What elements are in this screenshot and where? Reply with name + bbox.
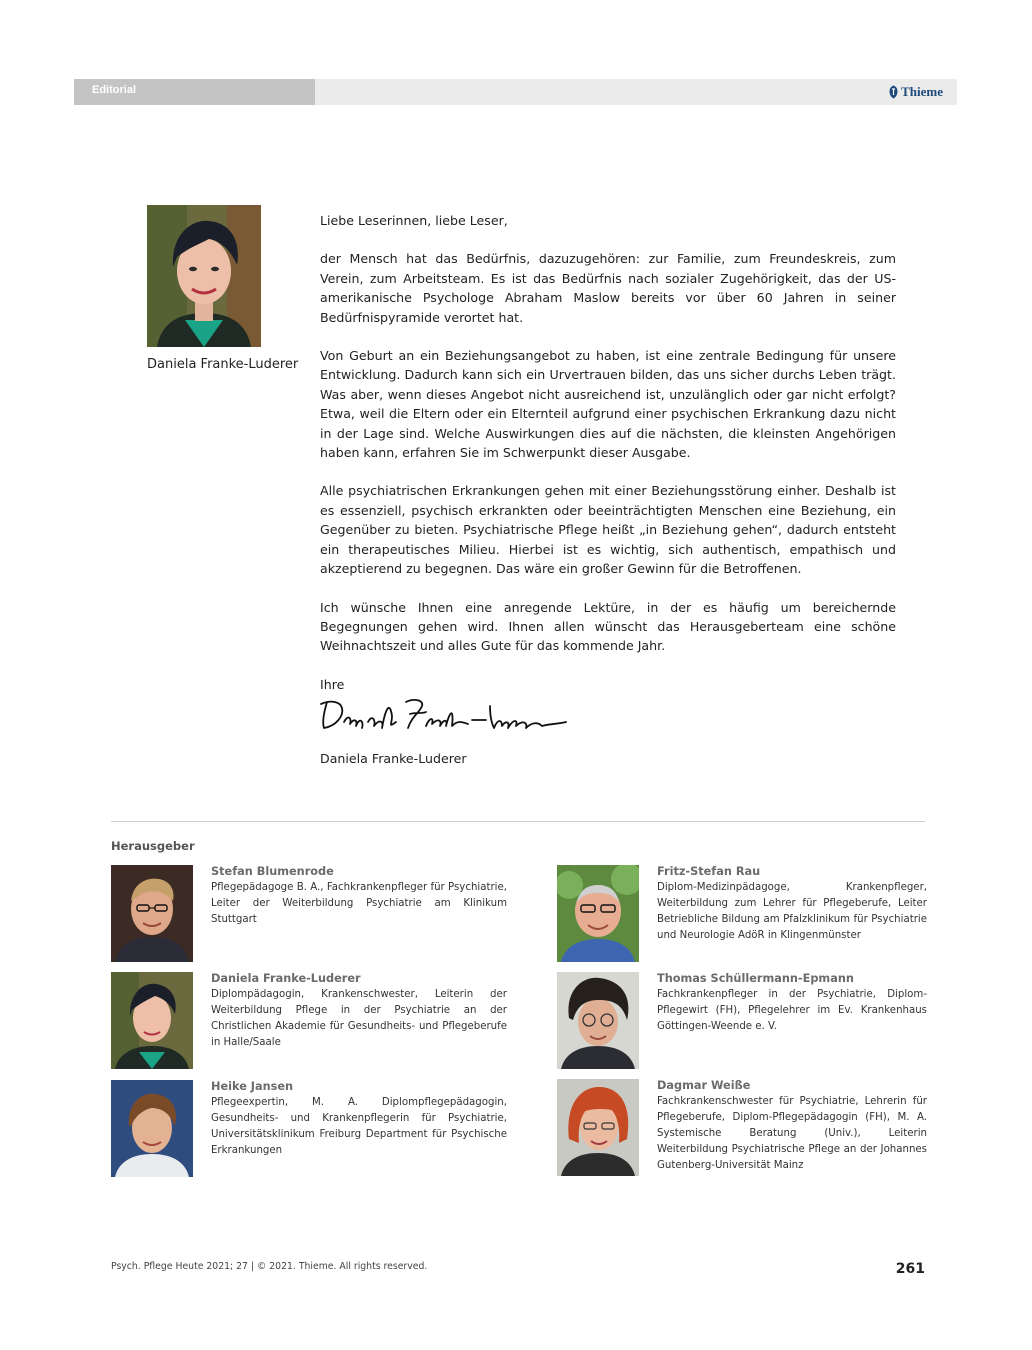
editor-photo	[111, 1080, 193, 1177]
editor-name: Thomas Schüllermann-Epmann	[657, 972, 854, 985]
editor-photo	[111, 865, 193, 962]
closing: Ihre	[320, 676, 345, 692]
letter-paragraph: Alle psychiatrischen Erkrankungen gehen mit einer Beziehungsstörung einher. Deshalb ist es essenziell, psychisch erkrankten oder beeinträchtigten Menschen eine Beziehung, ein Gegenüber zu bieten. Psychiatrische Pflege heißt „in Beziehung gehen“, dadurch entsteht ein therapeutisches Milieu. Hierbei ist es wichtig, sich authentisch, empathisch und akzeptierend zu begegnen. Das wäre ein großer Gewinn für die Betroffenen.	[320, 483, 896, 577]
editor-photo	[557, 865, 639, 962]
editor-name: Heike Jansen	[211, 1080, 294, 1093]
editor-name: Stefan Blumenrode	[211, 865, 334, 878]
signed-name: Daniela Franke-Luderer	[320, 751, 467, 766]
section-divider	[111, 821, 925, 822]
letter-paragraph: der Mensch hat das Bedürfnis, dazuzugehören: zur Familie, zum Freundeskreis, zum Verein, zum Arbeitsteam. Es ist das Bedürfnis nach sozialer Zugehörigkeit, das der US-amerikanische Psychologe Abraham Maslow bereits vor über 60 Jahren in seiner Bedürfnispyramide verortet hat.	[320, 251, 896, 325]
section-label-box	[74, 79, 315, 105]
letter-paragraph: Von Geburt an ein Beziehungsangebot zu haben, ist eine zentrale Bedingung für unsere Entwicklung. Dadurch kann sich ein Urvertrauen bilden, das uns sicher durchs Leben trägt. Was aber, wenn dieses Angebot nicht ausreichend ist, unzulänglich oder gar nicht erfolgt? Etwa, weil die Eltern oder ein Elternteil aufgrund einer psychischen Erkrankung dazu nicht in der Lage sind. Welche Auswirkungen dies auf die nächsten, die kleinsten Angehörigen haben kann, erfahren Sie im Schwerpunkt dieser Ausgabe.	[320, 348, 896, 461]
page-number: 261	[895, 1261, 925, 1277]
editorial-letter	[320, 211, 896, 694]
brand-name: Thieme	[901, 84, 943, 99]
editor-description: Pflegepädagoge B. A., Fachkrankenpfleger für Psychiatrie, Leiter der Weiterbildung Psychiatrie am Klinikum Stuttgart	[211, 882, 507, 925]
author-portrait	[147, 205, 261, 347]
handwritten-signature	[318, 692, 574, 742]
editor-description: Diplom-Medizinpädagoge, Krankenpfleger, Weiterbildung zum Lehrer für Pflegeberufe, Leiter Betriebliche Bildung am Pfalzklinikum für Psychiatrie und Neurologie AdöR in Klingenmünster	[657, 882, 927, 941]
editor-name: Daniela Franke-Luderer	[211, 972, 361, 985]
editor-photo	[111, 972, 193, 1069]
editor-name: Dagmar Weiße	[657, 1079, 751, 1092]
publisher-brand	[888, 84, 943, 100]
editors-heading: Herausgeber	[111, 839, 195, 853]
section-label: Editorial	[92, 84, 137, 96]
editor-description: Fachkrankenpfleger in der Psychiatrie, Diplom-Pflegewirt (FH), Pflegelehrer im Ev. Krankenhaus Göttingen-Weende e. V.	[657, 989, 927, 1032]
salutation: Liebe Leserinnen, liebe Leser,	[320, 213, 508, 228]
author-caption: Daniela Franke-Luderer	[147, 357, 299, 372]
editor-description: Pflegeexpertin, M. A. Diplompflegepädagogin, Gesundheits- und Krankenpflegerin für Psychiatrie, Universitätsklinikum Freiburg Department für Psychische Erkrankungen	[211, 1097, 507, 1156]
letter-paragraph: Ich wünsche Ihnen eine anregende Lektüre, in der es häufig um bereichernde Begegnungen gehen wird. Ihnen allen wünscht das Herausgeberteam eine schöne Weihnachtszeit und alles Gute für das kommende Jahr.	[320, 599, 896, 654]
editor-description: Fachkrankenschwester für Psychiatrie, Lehrerin für Pflegeberufe, Diplom-Pflegepädagogin (FH), M. A. Systemische Beratung (Univ.), Leiterin Weiterbildung Psychiatrische Pflege an der Johannes Gutenberg-Universität Mainz	[657, 1096, 927, 1171]
editor-photo	[557, 1079, 639, 1176]
thieme-logo-icon	[888, 85, 899, 99]
signature-text: Daniela Franke-Luderer	[318, 692, 330, 693]
citation-footer: Psych. Pflege Heute 2021; 27 | © 2021. Thieme. All rights reserved.	[111, 1261, 428, 1272]
editor-description: Diplompädagogin, Krankenschwester, Leiterin der Weiterbildung Pflege in der Psychiatrie an der Christlichen Akademie für Gesundheits- und Pflegeberufe in Halle/Saale	[211, 989, 507, 1048]
editor-name: Fritz-Stefan Rau	[657, 865, 761, 878]
header-bar	[74, 79, 957, 105]
editor-photo	[557, 972, 639, 1069]
